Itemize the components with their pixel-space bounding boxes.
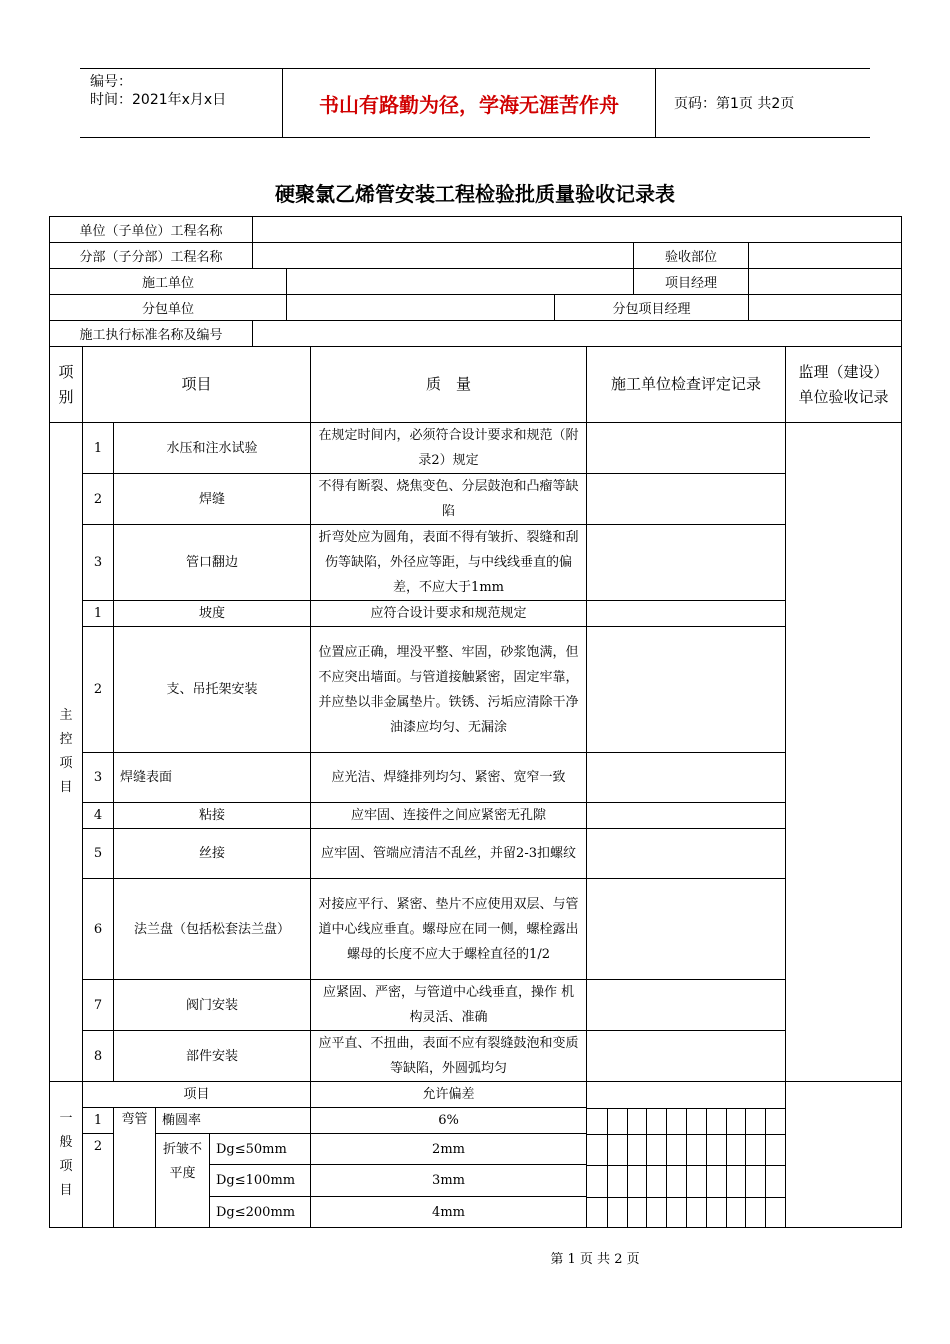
- item-name: 阀门安装: [114, 980, 311, 1031]
- item-name: 管口翻边: [114, 525, 311, 601]
- sub-project-label: 分部（子分部）工程名称: [50, 243, 253, 269]
- table-row: [50, 879, 902, 980]
- construction-unit-label: 施工单位: [50, 269, 287, 295]
- dg-label: Dg≤200mm: [210, 1197, 311, 1228]
- item-quality: 应平直、不扭曲，表面不应有裂缝鼓泡和变质等缺陷，外圆弧均匀: [311, 1031, 587, 1082]
- item-no: 7: [83, 980, 114, 1031]
- item-name: 焊缝: [114, 474, 311, 525]
- tolerance-value: 2mm: [311, 1134, 587, 1165]
- project-manager-value[interactable]: [749, 269, 902, 295]
- supervision-record-cell[interactable]: [786, 423, 902, 1082]
- table-row: [50, 803, 902, 829]
- page-label-text: 页码：第1页 共2页: [674, 96, 795, 112]
- item-name: 水压和注水试验: [114, 423, 311, 474]
- item-header: 项目: [83, 347, 311, 423]
- construction-unit-value[interactable]: [287, 269, 634, 295]
- quality-header: 质 量: [311, 347, 587, 423]
- inspection-table: [49, 346, 902, 1228]
- acceptance-part-value[interactable]: [749, 243, 902, 269]
- subcontract-unit-label: 分包单位: [50, 295, 287, 321]
- item-no: 8: [83, 1031, 114, 1082]
- header-left: [80, 69, 290, 137]
- info-row-standard: [50, 321, 902, 347]
- subcontract-manager-value[interactable]: [749, 295, 902, 321]
- item-construction-record[interactable]: [587, 627, 786, 753]
- item-construction-record[interactable]: [587, 803, 786, 829]
- item-no: 3: [83, 525, 114, 601]
- subcontract-unit-value[interactable]: [287, 295, 555, 321]
- measurement-grid[interactable]: [587, 1082, 786, 1228]
- info-row-construction: [50, 269, 902, 295]
- serial-label: 编号：: [90, 74, 132, 90]
- construction-record-header: 施工单位检查评定记录: [587, 347, 786, 423]
- general-item-header: 项目: [83, 1082, 311, 1108]
- general-header-row: [50, 1082, 902, 1108]
- supervision-record-header: 监理（建设）单位验收记录: [786, 347, 902, 423]
- item-quality: 折弯处应为圆角，表面不得有皱折、裂缝和刮伤等缺陷，外径应等距，与中线线垂直的偏差，不应大于1mm: [311, 525, 587, 601]
- item-name: 部件安装: [114, 1031, 311, 1082]
- project-manager-label: 项目经理: [634, 269, 749, 295]
- item-name: 折皱不平度: [156, 1134, 210, 1228]
- subcontract-manager-label: 分包项目经理: [555, 295, 749, 321]
- unit-project-value[interactable]: [253, 217, 902, 243]
- item-name: 丝接: [114, 829, 311, 879]
- item-quality: 应牢固、连接件之间应紧密无孔隙: [311, 803, 587, 829]
- general-supervision-cell[interactable]: [786, 1082, 902, 1228]
- table-row: [50, 474, 902, 525]
- item-quality: 对接应平行、紧密、垫片不应使用双层、与管道中心线应垂直。螺母应在同一侧，螺栓露出螺母的长度不应大于螺栓直径的1/2: [311, 879, 587, 980]
- item-construction-record[interactable]: [587, 753, 786, 803]
- item-name: 粘接: [114, 803, 311, 829]
- acceptance-part-label: 验收部位: [634, 243, 749, 269]
- item-quality: 应紧固、严密，与管道中心线垂直，操作 机构灵活、准确: [311, 980, 587, 1031]
- item-quality: 位置应正确，埋没平整、牢固，砂浆饱满，但不应突出墙面。与管道接触紧密，固定牢靠，并应垫以非金属垫片。铁锈、污垢应清除干净油漆应均匀、无漏涂: [311, 627, 587, 753]
- info-table: [49, 216, 902, 347]
- time-label: 时间：2021年x月x日: [90, 92, 227, 108]
- item-quality: 在规定时间内，必须符合设计要求和规范（附录2）规定: [311, 423, 587, 474]
- item-no: 1: [83, 601, 114, 627]
- item-no: 2: [83, 1134, 114, 1228]
- item-quality: 应牢固、管端应清洁不乱丝，并留2-3扣螺纹: [311, 829, 587, 879]
- tolerance-value: 4mm: [311, 1197, 587, 1228]
- dg-label: Dg≤100mm: [210, 1165, 311, 1197]
- general-category-label: 一般项目: [50, 1082, 83, 1228]
- info-row-sub: [50, 243, 902, 269]
- motto: 书山有路勤为径，学海无涯苦作舟: [282, 69, 656, 137]
- table-row: [50, 627, 902, 753]
- item-construction-record[interactable]: [587, 829, 786, 879]
- item-name: 支、吊托架安装: [114, 627, 311, 753]
- page-label: [664, 69, 870, 137]
- info-row-unit: [50, 217, 902, 243]
- dg-label: Dg≤50mm: [210, 1134, 311, 1165]
- info-row-subcontract: [50, 295, 902, 321]
- measurement-grid-lines: [587, 1082, 785, 1227]
- item-quality: 应光洁、焊缝排列均匀、紧密、宽窄一致: [311, 753, 587, 803]
- item-no: 5: [83, 829, 114, 879]
- table-row: [50, 1031, 902, 1082]
- item-no: 1: [83, 1108, 114, 1134]
- table-row: [50, 980, 902, 1031]
- item-no: 2: [83, 627, 114, 753]
- item-quality: 不得有断裂、烧焦变色、分层鼓泡和凸瘤等缺陷: [311, 474, 587, 525]
- tolerance-value: 3mm: [311, 1165, 587, 1197]
- item-construction-record[interactable]: [587, 423, 786, 474]
- item-name: 坡度: [114, 601, 311, 627]
- item-construction-record[interactable]: [587, 1031, 786, 1082]
- table-row: [50, 601, 902, 627]
- item-no: 1: [83, 423, 114, 474]
- general-tolerance-header: 允许偏差: [311, 1082, 587, 1108]
- table-header-row: [50, 347, 902, 423]
- category-header: 项别: [50, 347, 83, 423]
- item-no: 4: [83, 803, 114, 829]
- page-footer-text: 第 1 页 共 2 页: [550, 1252, 640, 1267]
- item-construction-record[interactable]: [587, 525, 786, 601]
- item-name: 焊缝表面: [114, 753, 311, 803]
- sub-project-value[interactable]: [253, 243, 634, 269]
- document-header: [80, 68, 870, 138]
- item-name: 椭圆率: [156, 1108, 311, 1134]
- tolerance-value: 6%: [311, 1108, 587, 1134]
- item-construction-record[interactable]: [587, 474, 786, 525]
- bend-label: 弯管: [114, 1108, 156, 1228]
- standard-value[interactable]: [253, 321, 902, 347]
- item-no: 3: [83, 753, 114, 803]
- item-construction-record[interactable]: [587, 980, 786, 1031]
- table-row: [50, 753, 902, 803]
- page-title: 硬聚氯乙烯管安装工程检验批质量验收记录表: [275, 182, 675, 206]
- page-footer: [0, 1248, 950, 1267]
- item-construction-record[interactable]: [587, 879, 786, 980]
- item-quality: 应符合设计要求和规范规定: [311, 601, 587, 627]
- item-construction-record[interactable]: [587, 601, 786, 627]
- item-no: 2: [83, 474, 114, 525]
- main-category-label: 主控项目: [50, 423, 83, 1082]
- unit-project-label: 单位（子单位）工程名称: [50, 217, 253, 243]
- table-row: [50, 423, 902, 474]
- item-no: 6: [83, 879, 114, 980]
- standard-label: 施工执行标准名称及编号: [50, 321, 253, 347]
- item-name: 法兰盘（包括松套法兰盘）: [114, 879, 311, 980]
- table-row: [50, 829, 902, 879]
- table-row: [50, 525, 902, 601]
